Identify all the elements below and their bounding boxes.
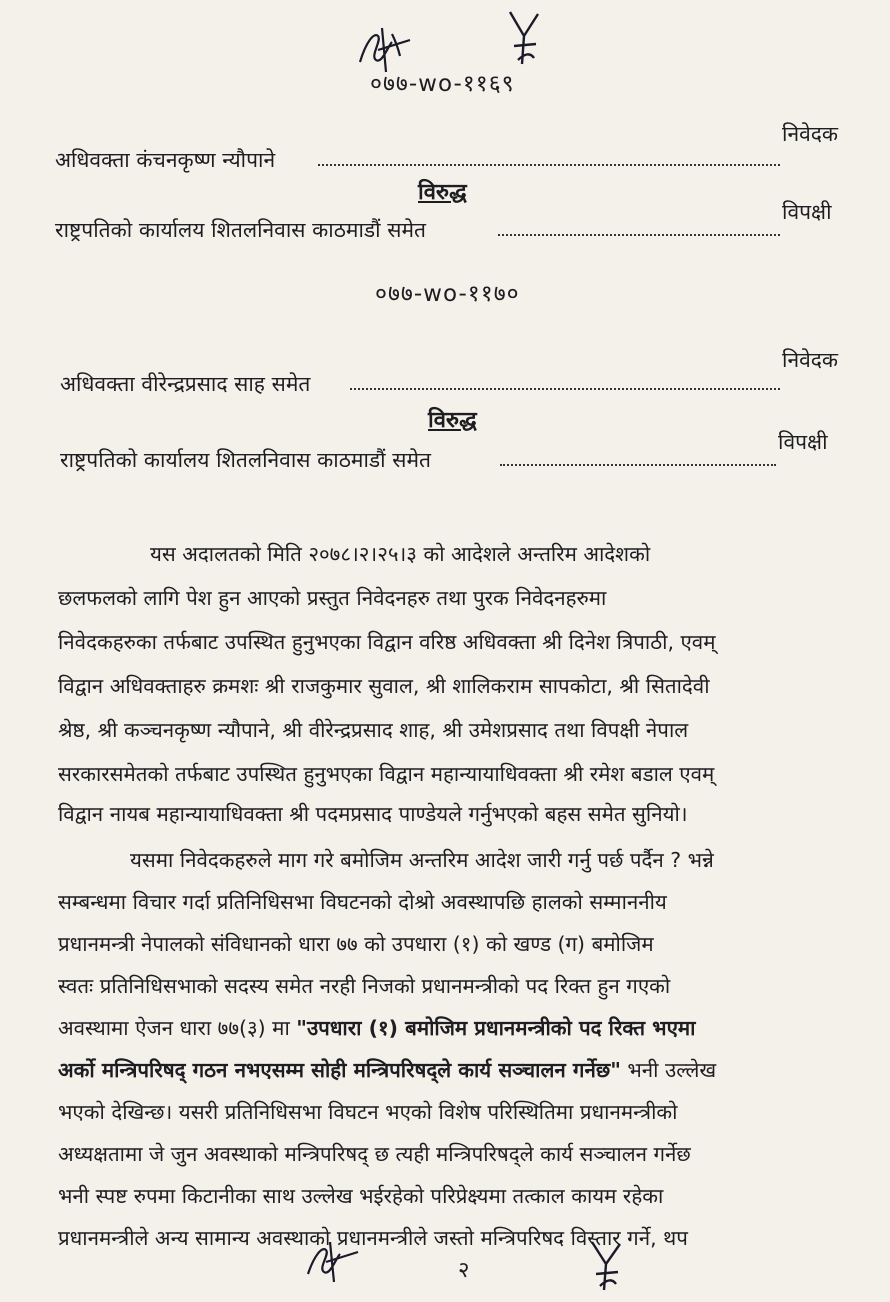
leader-dots (500, 464, 776, 466)
respondent-name-2: राष्ट्रपतिको कार्यालय शितलनिवास काठमाडौं समेत (60, 448, 431, 472)
paragraph-1-line: विद्वान अधिवक्ताहरु क्रमशः श्री राजकुमार सुवाल, श्री शालिकराम सापकोटा, श्री सितादेवी (58, 674, 710, 698)
paragraph-2-line: यसमा निवेदकहरुले माग गरे बमोजिम अन्तरिम आदेश जारी गर्नु पर्छ पर्दैन ? भन्ने (130, 848, 714, 872)
versus-1: विरुद्ध (418, 180, 467, 205)
paragraph-2-line: प्रधानमन्त्रीले अन्य सामान्य अवस्थाको प्रधानमन्त्रीले जस्तो मन्त्रिपरिषद विस्तार गर्ने, थप (58, 1226, 688, 1250)
signature-bottom-left (300, 1236, 370, 1286)
plain-text: अवस्थामा ऐजन धारा ७७(३) मा (58, 1016, 297, 1040)
paragraph-2-line: भनी स्पष्ट रुपमा किटानीका साथ उल्लेख भईरहेको परिप्रेक्ष्यमा तत्काल कायम रहेका (58, 1184, 664, 1208)
signature-bottom-right (584, 1238, 630, 1294)
case-number-2: ०७७-wo-११७० (375, 281, 520, 307)
paragraph-2-line (58, 1014, 848, 1042)
paragraph-2-line: भएको देखिन्छ। यसरी प्रतिनिधिसभा विघटन भएको विशेष परिस्थितिमा प्रधानमन्त्रीको (58, 1100, 678, 1124)
paragraph-1-line: छलफलको लागि पेश हुन आएको प्रस्तुत निवेदनहरु तथा पुरक निवेदनहरुमा (58, 586, 607, 610)
respondent-role-1: विपक्षी (782, 200, 832, 224)
quoted-provision: अर्को मन्त्रिपरिषद् गठन नभएसम्म सोही मन्त्रिपरिषद्ले कार्य सञ्चालन गर्नेछ" (58, 1058, 621, 1082)
paragraph-2-line (58, 1056, 848, 1084)
signature-top-right (500, 8, 548, 68)
paragraph-2-line: अध्यक्षतामा जे जुन अवस्थाको मन्त्रिपरिषद् छ त्यही मन्त्रिपरिषद्ले कार्य सञ्चालन गर्नेछ (58, 1142, 691, 1166)
petitioner-role-2: निवेदक (782, 348, 839, 372)
respondent-name-1: राष्ट्रपतिको कार्यालय शितलनिवास काठमाडौं समेत (55, 218, 426, 242)
case-number-1: ०७७-wo-११६९ (370, 71, 515, 97)
plain-text: भनी उल्लेख (620, 1058, 717, 1082)
page-number: २ (458, 1258, 470, 1283)
paragraph-2-line: स्वतः प्रतिनिधिसभाको सदस्य समेत नरही निजको प्रधानमन्त्रीको पद रिक्त हुन गएको (58, 974, 671, 998)
paragraph-1-line: श्रेष्ठ, श्री कञ्चनकृष्ण न्यौपाने, श्री वीरेन्द्रप्रसाद शाह, श्री उमेशप्रसाद तथा विपक्षी नेपाल (58, 718, 689, 742)
petitioner-role-1: निवेदक (782, 122, 839, 146)
respondent-role-2: विपक्षी (778, 430, 828, 454)
paragraph-1-line: सरकारसमेतको तर्फबाट उपस्थित हुनुभएका विद्वान महान्यायाधिवक्ता श्री रमेश बडाल एवम् (58, 762, 715, 786)
versus-2: विरुद्ध (428, 408, 477, 433)
quoted-provision: "उपधारा (१) बमोजिम प्रधानमन्त्रीको पद रिक्त भएमा (296, 1016, 696, 1040)
paragraph-1-line: विद्वान नायब महान्यायाधिवक्ता श्री पदमप्रसाद पाण्डेयले गर्नुभएको बहस समेत सुनियो। (58, 802, 688, 826)
paragraph-2-line: प्रधानमन्त्री नेपालको संविधानको धारा ७७ को उपधारा (१) को खण्ड (ग) बमोजिम (58, 932, 654, 956)
petitioner-name-2: अधिवक्ता वीरेन्द्रप्रसाद साह समेत (60, 372, 311, 396)
paragraph-1-line: यस अदालतको मिति २०७८।२।२५।३ को आदेशले अन्तरिम आदेशको (150, 542, 651, 566)
leader-dots (318, 164, 780, 166)
petitioner-name-1: अधिवक्ता कंचनकृष्ण न्यौपाने (55, 148, 276, 172)
leader-dots (498, 234, 780, 236)
paragraph-1-line: निवेदकहरुका तर्फबाट उपस्थित हुनुभएका विद्वान वरिष्ठ अधिवक्ता श्री दिनेश त्रिपाठी, एवम् (58, 630, 716, 654)
paragraph-2-line: सम्बन्धमा विचार गर्दा प्रतिनिधिसभा विघटनको दोश्रो अवस्थापछि हालको सम्माननीय (58, 890, 667, 914)
leader-dots (350, 388, 780, 390)
